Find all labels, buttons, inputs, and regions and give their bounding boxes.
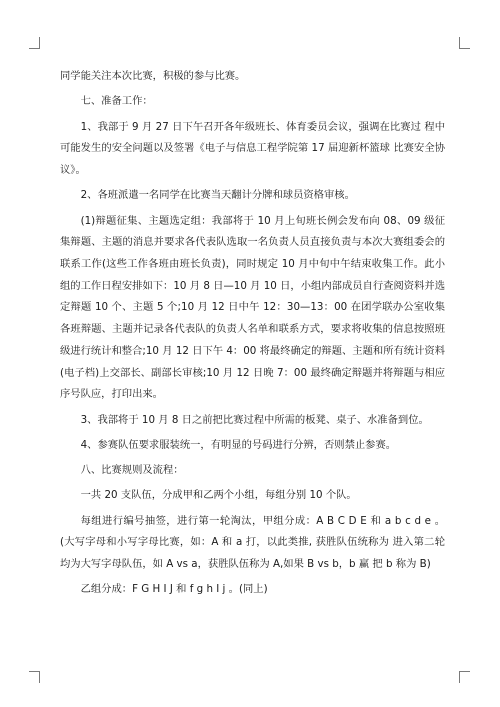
section-heading-rules: 八、比赛规则及流程： [80,464,184,477]
paragraph-group-a: 每组进行编号抽签，进行第一轮淘汰，甲组分成：A B C D E 和 a b c d e 。(大写字母和小写字母比赛，如：A 和 a 打，以此类推, 获胜队伍统称为 进入第二轮均为大写字母队伍，如 A vs a，获胜队伍称为 A,如果 B vs b，b 赢 把 b 称为 B) [60,514,445,571]
crop-mark-top-right [459,37,470,49]
paragraph-item-1: 1、我部于 9 月 27 日下午召开各年级班长、体育委员会议，强调在比赛过 程中可能发生的安全问题以及签署《电子与信息工程学院第 17 届迎新杯篮球 比赛安全协议》。 [60,120,445,176]
paragraph-teams: 一共 20 支队伍，分成甲和乙两个小组，每组分别 10 个队。 [80,489,357,502]
paragraph-continuation: 同学能关注本次比赛，积极的参与比赛。 [60,70,246,82]
crop-mark-bottom-right [459,671,470,683]
paragraph-item-3: 3、我部将于 10 月 8 日之前把比赛过程中所需的板凳、桌子、水准备到位。 [80,413,429,426]
crop-mark-top-left [29,37,40,49]
paragraph-group-b: 乙组分成：F G H I J 和 f g h I j 。(同上) [80,583,268,596]
paragraph-item-4: 4、参赛队伍要求服装统一，有明显的号码进行分辨，否则禁止参赛。 [80,438,397,451]
paragraph-subitem-1: (1)辩题征集、主题选定组：我部将于 10 月上旬班长例会发布向 08、09 级征集辩题、主题的消息并要求各代表队选取一名负责人员直接负责与本次大赛组委会的联系工作(这些工作各班由班长负责)，同时规定 10 月中旬中午结束收集工作。此小组的工作日程安排如下：10 月 8 日—10 月 10 日，小组内部成员自行查阅资料并选定辩题 10 个、主题 5 个;10 月 12 日中午 12：30—13：00 在团学联办公室收集各班辩题、主题并记录各代表队的负责人名单和联系方式，要求将收集的信息按照班级进行统计和整合;10 月 12 日下午 4：00 将最终确定的辩题、主题和所有统计资料(电子档)上交部长、副部长审核;10 月 12 日晚 7：00 最终确定辩题并将辩题与相应序号队应，打印出来。 [60,214,445,401]
paragraph-item-2: 2、各班派遣一名同学在比赛当天翻计分牌和球员资格审核。 [80,189,355,202]
section-heading-preparation: 七、准备工作： [80,95,153,108]
document-body [60,66,445,605]
crop-mark-bottom-left [29,671,40,683]
